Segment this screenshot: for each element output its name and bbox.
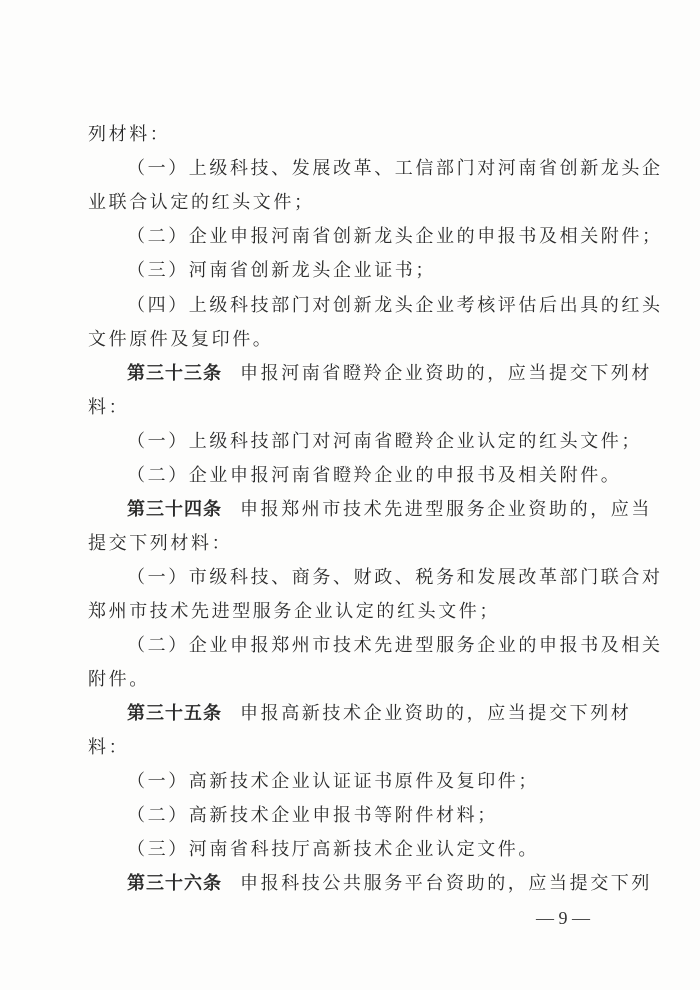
- text-line: 文件原件及复印件。: [88, 329, 274, 350]
- article-text: 申报科技公共服务平台资助的，应当提交下列: [240, 873, 652, 894]
- text-line: （二）企业申报郑州市技术先进型服务企业的申报书及相关: [127, 635, 663, 656]
- text-line: （二）企业申报河南省创新龙头企业的申报书及相关附件；: [127, 226, 663, 247]
- article-heading: 第三十三条: [127, 363, 222, 384]
- article-heading: 第三十五条: [127, 703, 222, 724]
- text-line: （三）河南省科技厅高新技术企业认定文件。: [127, 839, 539, 860]
- page-number: — 9 —: [536, 908, 590, 928]
- text-line: 提交下列材料：: [88, 533, 233, 554]
- text-line: （一）上级科技部门对河南省瞪羚企业认定的红头文件；: [127, 431, 642, 452]
- text-line: （一）高新技术企业认证证书原件及复印件；: [127, 771, 539, 792]
- text-line: 郑州市技术先进型服务企业认定的红头文件；: [88, 601, 500, 622]
- text-line: 业联合认定的红头文件；: [88, 192, 315, 213]
- text-line: 料：: [88, 397, 130, 418]
- article-text: 申报高新技术企业资助的，应当提交下列材: [240, 703, 632, 724]
- text-line: （三）河南省创新龙头企业证书；: [127, 260, 436, 281]
- text-line: （一）上级科技、发展改革、工信部门对河南省创新龙头企: [127, 158, 663, 179]
- text-line: （四）上级科技部门对创新龙头企业考核评估后出具的红头: [127, 295, 663, 316]
- article-text: 申报郑州市技术先进型服务企业资助的，应当: [240, 499, 652, 520]
- text-line: （一）市级科技、商务、财政、税务和发展改革部门联合对: [127, 567, 663, 588]
- article-text: 申报河南省瞪羚企业资助的，应当提交下列材: [240, 363, 652, 384]
- article-line: [127, 702, 631, 726]
- article-line: [127, 872, 652, 896]
- text-line: 列材料：: [88, 124, 171, 145]
- article-line: [127, 498, 652, 522]
- text-line: 料：: [88, 737, 130, 758]
- text-line: 附件。: [88, 669, 150, 690]
- article-line: [127, 362, 652, 386]
- article-heading: 第三十六条: [127, 873, 222, 894]
- text-line: （二）高新技术企业申报书等附件材料；: [127, 805, 498, 826]
- article-heading: 第三十四条: [127, 499, 222, 520]
- text-line: （二）企业申报河南省瞪羚企业的申报书及相关附件。: [127, 465, 622, 486]
